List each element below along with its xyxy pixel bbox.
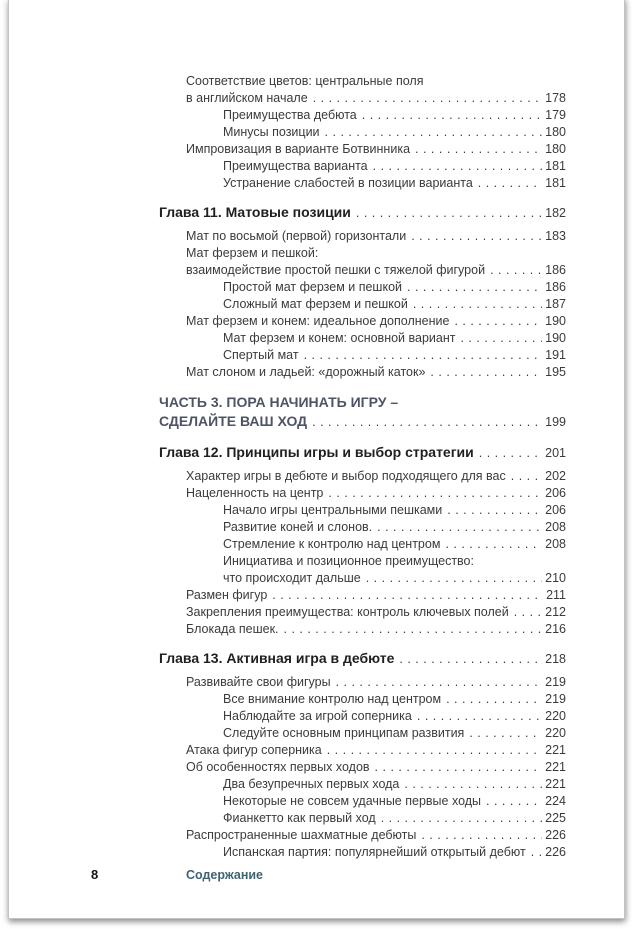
toc-entry-label: Два безупречных первых хода [223,777,400,791]
page-number: 221 [545,777,566,791]
toc-entry [159,621,566,638]
toc-entry-label: Об особенностях первых ходов [186,760,370,774]
page-number: 226 [545,845,566,859]
part-heading [159,412,566,432]
table-of-contents [159,73,566,861]
page-number: 208 [545,520,566,534]
dot-leader [490,262,542,279]
page-number: 191 [545,348,566,362]
toc-entry [159,485,566,502]
toc-entry-label: Сложный мат ферзем и пешкой [223,297,408,311]
toc-entry-label: Соответствие цветов: центральные поля [186,74,424,88]
toc-entry-label: Преимущества варианта [223,159,368,173]
part-heading [159,393,566,412]
page-number: 226 [545,828,566,842]
part-heading-label: ЧАСТЬ 3. ПОРА НАЧИНАТЬ ИГРУ – [159,394,399,410]
toc-entry [159,776,566,793]
page-number: 218 [545,652,566,666]
toc-entry [159,347,566,364]
toc-entry [159,262,566,279]
toc-entry-label: Простой мат ферзем и пешкой [223,280,403,294]
dot-leader [327,742,542,759]
toc-entry [159,158,566,175]
page-number: 195 [545,365,566,379]
toc-entry-label: Минусы позиции [223,125,320,139]
dot-leader [404,776,542,793]
toc-entry [159,330,566,347]
toc-entry-label: Блокада пешек. [186,622,279,636]
page-number: 212 [545,605,566,619]
page-number: 179 [545,108,566,122]
toc-entry [159,793,566,810]
page-number: 180 [545,125,566,139]
page-number: 190 [545,314,566,328]
toc-entry-label: Наблюдайте за игрой соперника [223,709,412,723]
page-number: 225 [545,811,566,825]
dot-leader [454,313,542,330]
dot-leader [399,650,542,669]
dot-leader [375,759,543,776]
dot-leader [421,827,542,844]
page-number: 178 [545,91,566,105]
toc-entry [159,587,566,604]
toc-entry [159,107,566,124]
page-number: 219 [545,692,566,706]
page-number: 211 [546,588,566,602]
toc-entry-label: Мат слоном и ладьей: «дорожный каток» [186,365,426,379]
toc-entry [159,279,566,296]
toc-entry [159,604,566,621]
toc-entry [159,124,566,141]
book-page [8,0,625,919]
page-number: 186 [545,263,566,277]
page-number: 224 [545,794,566,808]
toc-entry [159,502,566,519]
toc-entry [159,691,566,708]
dot-leader [336,674,543,691]
toc-entry [159,468,566,485]
dot-leader [304,347,543,364]
toc-entry [159,708,566,725]
dot-leader [407,279,542,296]
toc-entry-label: Устранение слабостей в позиции варианта [223,176,473,190]
chapter-heading-label: Глава 12. Принципы игры и выбор стратегии [159,444,474,460]
toc-entry-label: Стремление к контролю над центром [223,537,441,551]
dot-leader [514,604,542,621]
dot-leader [486,793,542,810]
toc-entry-label: Импровизация в варианте Ботвинника [186,142,411,156]
toc-entry [159,827,566,844]
toc-entry [159,810,566,827]
dot-leader [328,485,542,502]
page-number: 206 [545,503,566,517]
toc-entry [159,175,566,192]
dot-leader [413,296,542,313]
page-number: 221 [545,760,566,774]
dot-leader [417,708,542,725]
dot-leader [478,175,542,192]
page-number: 208 [545,537,566,551]
dot-leader [460,330,542,347]
chapter-heading [159,203,566,223]
toc-entry-label: Размен фигур [186,588,268,602]
toc-entry [159,553,566,570]
toc-entry-label: Закрепления преимущества: контроль ключевых полей [186,605,509,619]
toc-entry-label: что происходит дальше [223,571,361,585]
page-number: 190 [545,331,566,345]
page-number: 187 [545,297,566,311]
toc-entry-label: Мат ферзем и конем: идеальное дополнение [186,314,450,328]
toc-entry-label: Распространенные шахматные дебюты [186,828,417,842]
toc-entry [159,90,566,107]
dot-leader [445,536,542,553]
toc-entry [159,759,566,776]
toc-entry [159,296,566,313]
toc-entry [159,536,566,553]
dot-leader [415,141,542,158]
toc-entry-label: Следуйте основным принципам развития [223,726,465,740]
toc-entry [159,844,566,861]
toc-entry [159,519,566,536]
page-number: 181 [545,159,566,173]
chapter-heading-label: Глава 13. Активная игра в дебюте [159,650,395,666]
dot-leader [356,204,542,223]
toc-entry-label: Нацеленность на центр [186,486,324,500]
toc-entry-label: Некоторые не совсем удачные первые ходы [223,794,482,808]
toc-entry [159,570,566,587]
toc-entry-label: Мат ферзем и конем: основной вариант [223,331,456,345]
dot-leader [272,587,543,604]
page-number: 206 [545,486,566,500]
page-number: 180 [545,142,566,156]
toc-entry [159,73,566,90]
chapter-heading [159,649,566,669]
dot-leader [313,90,542,107]
toc-entry [159,725,566,742]
toc-entry [159,364,566,381]
dot-leader [411,228,542,245]
toc-entry-label: в английском начале [186,91,308,105]
page-number: 221 [545,743,566,757]
toc-entry-label: Атака фигур соперника [186,743,322,757]
dot-leader [531,844,542,861]
page-number: 186 [545,280,566,294]
footer-page-number: 8 [91,867,99,882]
page-number: 210 [545,571,566,585]
dot-leader [511,468,542,485]
dot-leader [430,364,542,381]
page-number: 183 [545,229,566,243]
toc-entry-label: Характер игры в дебюте и выбор подходящего для вас [186,469,506,483]
dot-leader [446,691,542,708]
toc-entry-label: Инициатива и позиционное преимущество: [223,554,474,568]
toc-entry-label: взаимодействие простой пешки с тяжелой фигурой [186,263,486,277]
toc-entry-label: Преимущества дебюта [223,108,357,122]
page-number: 181 [545,176,566,190]
dot-leader [362,107,542,124]
toc-entry [159,245,566,262]
dot-leader [381,810,542,827]
toc-entry [159,313,566,330]
dot-leader [284,621,543,638]
dot-leader [479,444,542,463]
toc-entry-label: Мат по восьмой (первой) горизонтали [186,229,407,243]
toc-entry-label: Все внимание контролю над центром [223,692,442,706]
dot-leader [377,519,542,536]
dot-leader [312,413,542,432]
dot-leader [469,725,542,742]
toc-entry-label: Испанская партия: популярнейший открытый дебют [223,845,526,859]
dot-leader [373,158,543,175]
part-heading-label: СДЕЛАЙТЕ ВАШ ХОД [159,413,308,429]
footer-section-title: Содержание [186,868,264,882]
toc-entry [159,228,566,245]
toc-entry [159,674,566,691]
toc-entry-label: Мат ферзем и пешкой: [186,246,319,260]
toc-entry [159,742,566,759]
toc-entry-label: Развивайте свои фигуры [186,675,331,689]
toc-entry-label: Начало игры центральными пешками [223,503,443,517]
page-number: 216 [545,622,566,636]
page-number: 201 [545,446,566,460]
dot-leader [366,570,542,587]
toc-entry [159,141,566,158]
toc-entry-label: Развитие коней и слонов. [223,520,373,534]
chapter-heading [159,443,566,463]
toc-entry-label: Фианкетто как первый ход [223,811,376,825]
dot-leader [325,124,543,141]
page-number: 202 [545,469,566,483]
toc-entry-label: Спертый мат [223,348,299,362]
page-number: 199 [545,415,566,429]
page-number: 220 [545,709,566,723]
chapter-heading-label: Глава 11. Матовые позиции [159,204,351,220]
dot-leader [447,502,542,519]
page-number: 219 [545,675,566,689]
page-number: 220 [545,726,566,740]
page-number: 182 [545,206,566,220]
